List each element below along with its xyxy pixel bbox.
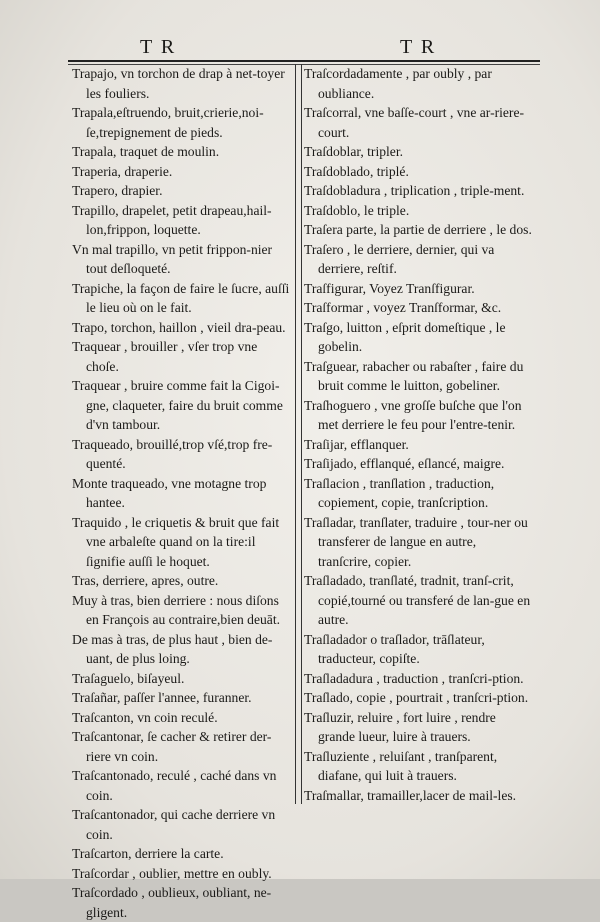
dictionary-entry: Traſcordadamente , par oubly , par oubliance. (304, 66, 492, 101)
dictionary-entry: Traſgo, luitton , eſprit domeſtique , le gobelin. (304, 319, 506, 354)
dictionary-entry: Traſcorral, vne baſſe-court , vne ar-riere-court. (304, 105, 525, 140)
dictionary-entry: Traſero , le derriere, dernier, qui va derriere, reſtif. (304, 241, 495, 276)
dictionary-entry: Traſluzir, reluire , fort luire , rendre grande lueur, luire à trauers. (304, 709, 496, 744)
column-separator (295, 64, 302, 804)
dictionary-entry: Traſladador o traſlador, trāſlateur, traducteur, copiſte. (304, 631, 485, 666)
running-header (70, 36, 530, 58)
dictionary-entry: Traſcanton, vn coin reculé. (72, 709, 218, 725)
dictionary-entry: Traſdoblado, triplé. (304, 163, 409, 179)
dictionary-entry: Trapero, drapier. (72, 183, 163, 198)
dictionary-entry: De mas à tras, de plus haut , bien de-uant, de plus loing. (72, 631, 273, 666)
dictionary-entry: Traſdoblo, le triple. (304, 202, 410, 218)
dictionary-entry: Traſcordado , oublieux, oubliant, ne-gligent. (72, 885, 272, 920)
dictionary-entry: Vn mal trapillo, vn petit frippon-nier tout deſloqueté. (72, 241, 273, 276)
dictionary-entry: Trapo, torchon, haillon , vieil dra-peau. (72, 319, 286, 335)
dictionary-entry: Traſcantonador, qui cache derriere vn coin. (72, 807, 276, 842)
right-column (304, 64, 532, 805)
dictionary-entry: Traſera parte, la partie de derriere , le dos. (304, 222, 532, 237)
dictionary-entry: Traſhoguero , vne groſſe buſche que l'on met derriere le feu pour l'entre-tenir. (304, 397, 522, 432)
dictionary-entry: Traſcantonar, ſe cacher & retirer der-riere vn coin. (72, 729, 272, 764)
dictionary-entry: Traſcarton, derriere la carte. (72, 846, 224, 861)
dictionary-entry: Traſlado, copie , pourtrait , tranſcri-ption. (304, 690, 529, 705)
header-right: T R (400, 36, 437, 58)
dictionary-entry: Trapillo, drapelet, petit drapeau,hail-lon,frippon, loquette. (72, 202, 272, 237)
dictionary-entry: Traſformar , voyez Tranſformar, &c. (304, 300, 502, 315)
header-left: T R (140, 36, 177, 58)
dictionary-entry: Traſijar, efflanquer. (304, 436, 409, 452)
dictionary-entry: Trapiche, la façon de faire le ſucre, auſſi le lieu où on le fait. (72, 280, 290, 315)
dictionary-entry: Traqueado, brouillé,trop vſé,trop fre-quenté. (72, 436, 273, 471)
dictionary-entry: Trapala, traquet de moulin. (72, 144, 220, 159)
dictionary-entry: Traſdoblar, tripler. (304, 144, 404, 159)
dictionary-entry: Traſdobladura , triplication , triple-ment. (304, 183, 525, 198)
dictionary-entry: Traſcantonado, reculé , caché dans vn coin. (72, 768, 277, 803)
dictionary-entry: Traſfigurar, Voyez Tranſfigurar. (304, 280, 475, 296)
header-rule (68, 60, 540, 62)
dictionary-entry: Traſladar, tranſlater, traduire , tour-ner ou transferer de langue en autre, tranſcrire, copier. (304, 514, 528, 569)
left-column (72, 64, 290, 922)
dictionary-entry: Traquido , le criquetis & bruit que fait vne arbaleſte quand on la tire:il ſignifie auſſi le hoquet. (72, 514, 280, 569)
dictionary-entry: Traquear , brouiller , vſer trop vne choſe. (72, 339, 258, 374)
dictionary-entry: Traſguear, rabacher ou rabaſter , faire du bruit comme le luitton, gobeliner. (304, 358, 524, 393)
dictionary-entry: Trapala,eſtruendo, bruit,crierie,noi-ſe,trepignement de pieds. (72, 105, 264, 140)
dictionary-entry: Tras, derriere, apres, outre. (72, 573, 219, 588)
dictionary-entry: Traquear , bruire comme fait la Cigoi-gne, claqueter, faire du bruit comme d'vn tambour. (72, 378, 283, 432)
dictionary-entry: Trapajo, vn torchon de drap à net-toyer les fouliers. (72, 66, 285, 101)
dictionary-entry: Traſaguelo, biſayeul. (72, 670, 185, 686)
dictionary-entry: Traſijado, efflanqué, eſlancé, maigre. (304, 456, 505, 471)
dictionary-entry: Muy à tras, bien derriere : nous diſons en François au contraire,bien deuāt. (72, 592, 281, 627)
dictionary-entry: Traſladado, tranſlaté, tradnit, tranſ-crit, copié,tourné ou transferé de lan-gue en autre. (304, 573, 531, 627)
dictionary-entry: Traſañar, paſſer l'annee, furanner. (72, 690, 252, 705)
dictionary-entry: Monte traqueado, vne motagne trop hantee. (72, 475, 267, 510)
dictionary-entry: Traſmallar, tramailler,lacer de mail-les. (304, 787, 517, 803)
dictionary-entry: Traſladadura , traduction , tranſcri-ption. (304, 670, 524, 686)
dictionary-entry: Traſluziente , reluiſant , tranſparent, diafane, qui luit à trauers. (304, 748, 498, 783)
dictionary-entry: Traſcordar , oublier, mettre en oubly. (72, 865, 272, 881)
dictionary-entry: Traperia, draperie. (72, 163, 173, 179)
dictionary-entry: Traſlacion , tranſlation , traduction, copiement, copie, tranſcription. (304, 475, 495, 510)
